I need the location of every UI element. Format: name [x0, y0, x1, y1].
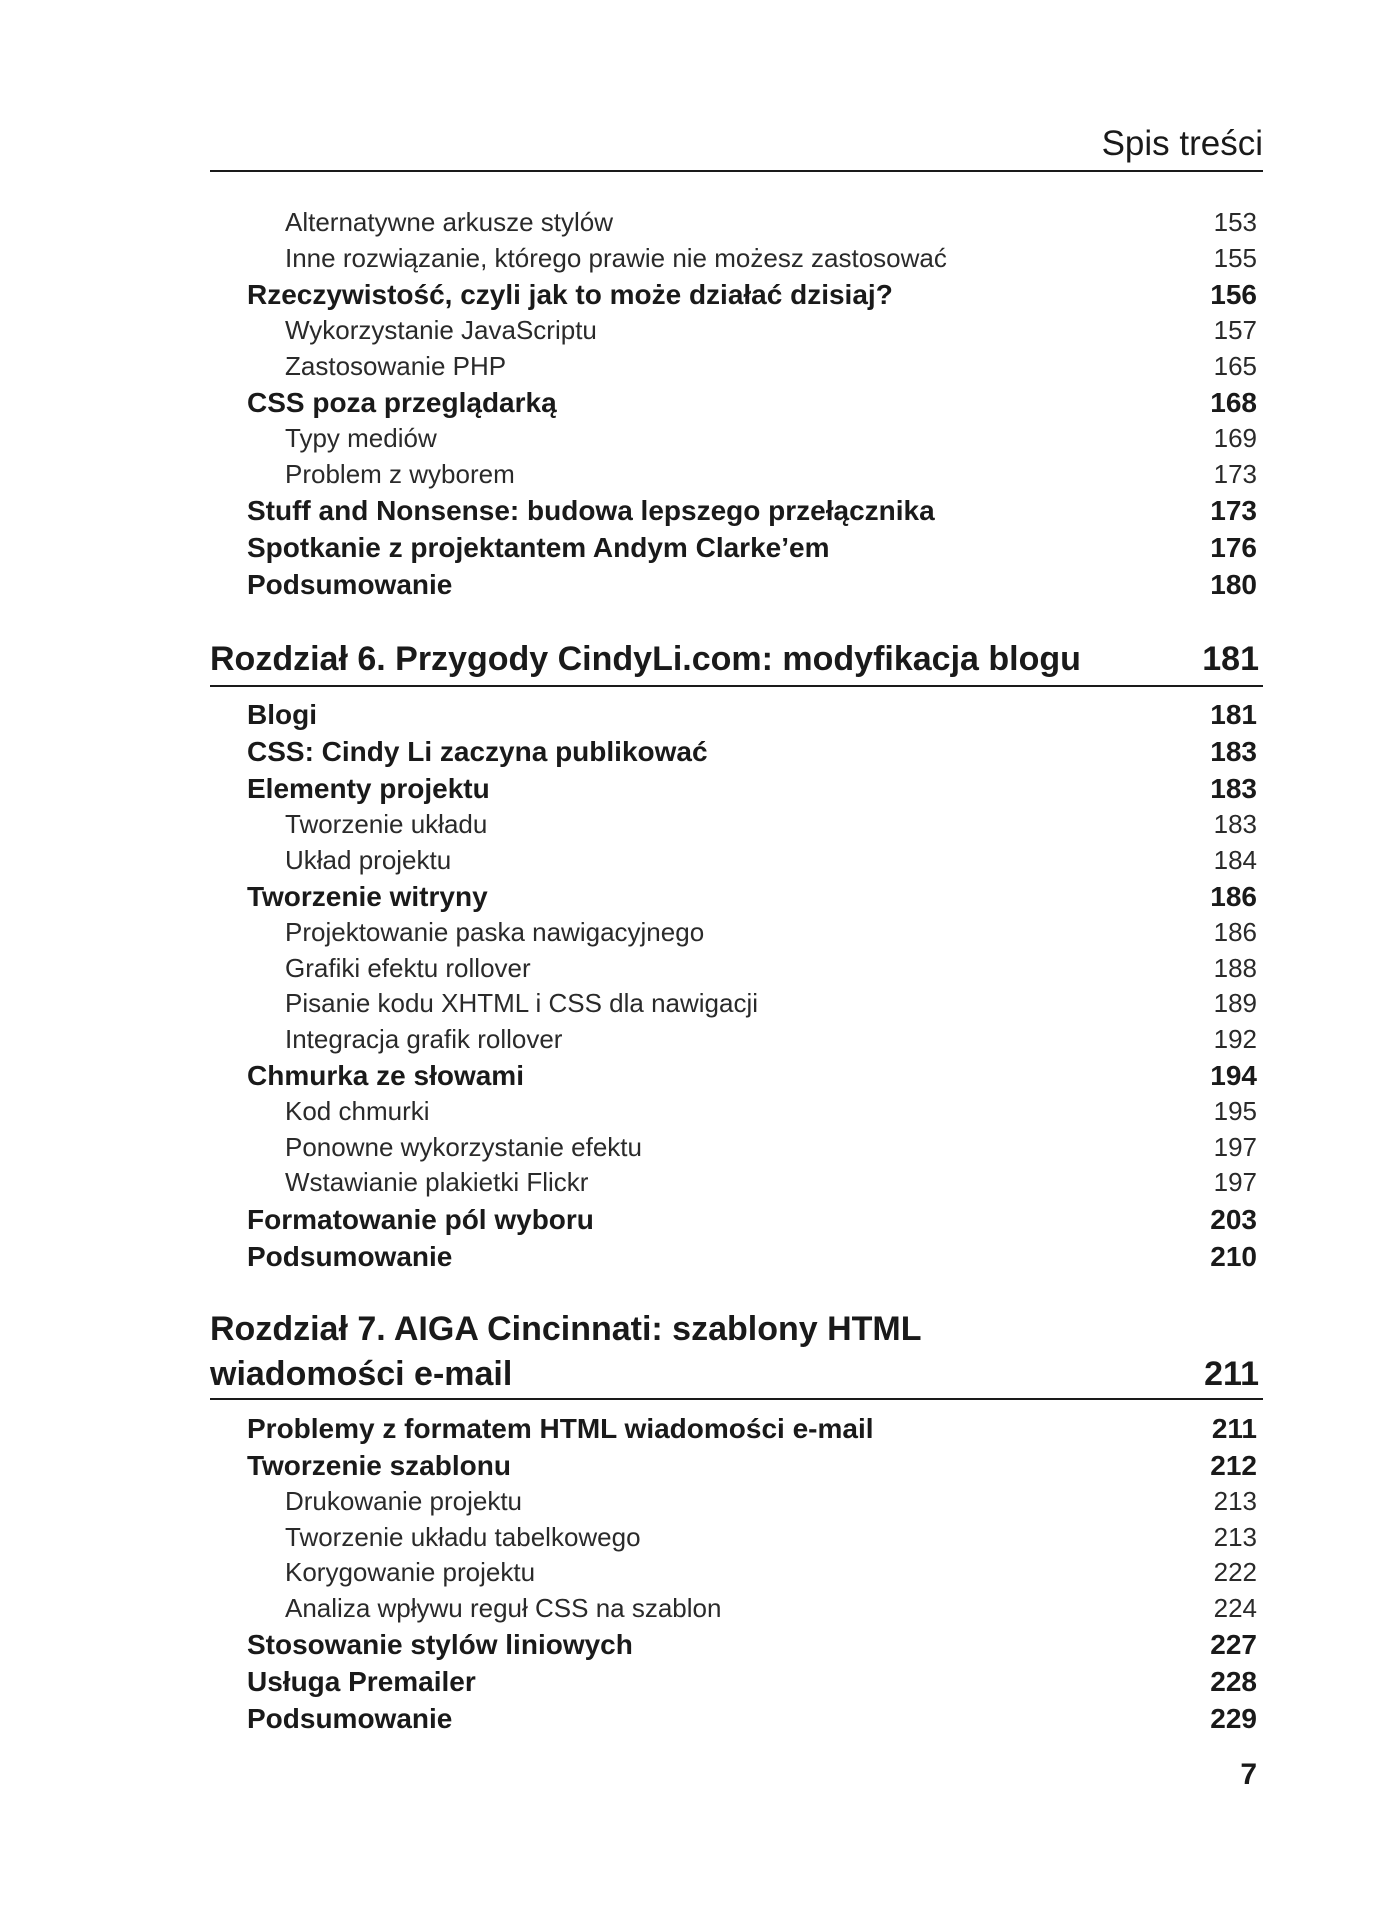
entry-title: Drukowanie projektu [285, 1486, 523, 1516]
entry-page-number: 153 [1213, 207, 1257, 237]
toc-subsection-entry [210, 457, 1263, 493]
chapter-title-line-1: Rozdział 7. AIGA Cincinnati: szablony HTML [210, 1310, 922, 1348]
chapter-title-line-2: wiadomości e-mail [210, 1355, 513, 1393]
entry-title: Usługa Premailer [247, 1666, 476, 1697]
toc-subsection-entry [210, 421, 1263, 457]
entry-title: Formatowanie pól wyboru [247, 1203, 594, 1235]
toc-section-entry [210, 529, 1263, 566]
entry-title: Ponowne wykorzystanie efektu [285, 1131, 642, 1162]
toc-section-entry [210, 696, 1263, 733]
toc-subsection-entry [210, 1130, 1263, 1166]
entry-title: Analiza wpływu reguł CSS na szablon [285, 1592, 722, 1623]
entry-page-number: 176 [1210, 532, 1257, 563]
page-folio: 7 [1240, 1758, 1257, 1791]
entry-page-number: 183 [1213, 809, 1257, 839]
entry-page-number: 186 [1210, 881, 1257, 912]
entry-title: Chmurka ze słowami [247, 1060, 524, 1091]
entry-title: Spotkanie z projektantem Andym Clarke’em [247, 532, 830, 563]
toc-subsection-entry [210, 313, 1263, 349]
entry-title: Tworzenie szablonu [247, 1450, 511, 1481]
chapter-heading-6 [210, 637, 1263, 687]
toc-section-entry [210, 1447, 1263, 1484]
entry-title: Wykorzystanie JavaScriptu [285, 315, 597, 345]
entry-page-number: 165 [1213, 350, 1257, 381]
entry-title: Wstawianie plakietki Flickr [285, 1167, 589, 1197]
entry-page-number: 203 [1210, 1203, 1257, 1235]
toc-subsection-entry [210, 951, 1263, 987]
entry-title: Grafiki efektu rollover [285, 952, 531, 983]
entry-page-number: 210 [1210, 1240, 1257, 1272]
entry-title: Typy mediów [285, 423, 437, 453]
entry-title: Inne rozwiązanie, którego prawie nie możesz zastosować [285, 242, 947, 273]
toc-section-entry [210, 878, 1263, 915]
entry-title: Tworzenie układu tabelkowego [285, 1521, 641, 1552]
chapter-page-number: 181 [1202, 640, 1259, 678]
entry-title: Kod chmurki [285, 1096, 430, 1126]
toc-section-entry [210, 384, 1263, 421]
entry-page-number: 186 [1213, 917, 1257, 947]
entry-title: Alternatywne arkusze stylów [285, 207, 614, 237]
toc-subsection-entry [210, 205, 1263, 241]
entry-page-number: 157 [1213, 315, 1257, 345]
entry-page-number: 184 [1213, 844, 1257, 875]
entry-page-number: 222 [1213, 1557, 1257, 1587]
toc-section-entry [210, 1057, 1263, 1094]
entry-title: Rzeczywistość, czyli jak to może działać dzisiaj? [247, 279, 893, 310]
toc-subsection-entry [210, 807, 1263, 843]
toc-subsection-entry [210, 1094, 1263, 1130]
entry-page-number: 197 [1213, 1131, 1257, 1162]
entry-title: Blogi [247, 699, 317, 730]
entry-title: CSS: Cindy Li zaczyna publikować [247, 736, 708, 767]
running-head: Spis treści [210, 124, 1263, 172]
entry-title: Korygowanie projektu [285, 1557, 536, 1587]
toc-section-entry [210, 770, 1263, 807]
toc-subsection-entry [210, 1520, 1263, 1556]
toc-section-entry [210, 1700, 1263, 1737]
entry-page-number: 189 [1213, 988, 1257, 1018]
toc-subsection-entry [210, 1484, 1263, 1520]
entry-page-number: 212 [1210, 1450, 1257, 1481]
toc-subsection-entry [210, 1022, 1263, 1058]
toc-section-entry [210, 1410, 1263, 1447]
chapter-heading-7 [210, 1307, 1263, 1400]
chapter-page-number: 211 [1204, 1355, 1259, 1393]
entry-page-number: 224 [1213, 1592, 1257, 1623]
toc-subsection-entry [210, 1591, 1263, 1627]
entry-page-number: 169 [1213, 423, 1257, 453]
entry-title: Elementy projektu [247, 773, 490, 804]
entry-page-number: 213 [1213, 1486, 1257, 1516]
entry-page-number: 180 [1210, 569, 1257, 600]
entry-title: Układ projektu [285, 844, 452, 875]
toc-section-entry [210, 733, 1263, 770]
entry-page-number: 156 [1210, 279, 1257, 310]
toc-section-entry [210, 1663, 1263, 1700]
entry-page-number: 211 [1211, 1413, 1257, 1444]
entry-title: Tworzenie witryny [247, 881, 488, 912]
entry-page-number: 155 [1213, 242, 1257, 273]
entry-title: Projektowanie paska nawigacyjnego [285, 917, 705, 947]
entry-page-number: 168 [1210, 387, 1257, 418]
entry-title: Stosowanie stylów liniowych [247, 1629, 633, 1660]
entry-page-number: 181 [1210, 699, 1257, 730]
entry-title: Tworzenie układu [285, 809, 488, 839]
toc-section-b [210, 696, 1263, 1275]
entry-page-number: 228 [1210, 1666, 1257, 1697]
entry-title: Problem z wyborem [285, 458, 515, 489]
toc-subsection-entry [210, 986, 1263, 1022]
entry-page-number: 229 [1210, 1703, 1257, 1734]
entry-title: Podsumowanie [247, 1240, 453, 1272]
toc-section-entry [210, 1201, 1263, 1238]
toc-subsection-entry [210, 349, 1263, 385]
toc-section-c [210, 1410, 1263, 1737]
entry-title: Podsumowanie [247, 1703, 453, 1734]
toc-subsection-entry [210, 1165, 1263, 1201]
entry-title: Stuff and Nonsense: budowa lepszego przełącznika [247, 495, 935, 526]
entry-page-number: 194 [1210, 1060, 1257, 1091]
toc-subsection-entry [210, 241, 1263, 277]
entry-title: Podsumowanie [247, 569, 453, 600]
toc-section-entry [210, 492, 1263, 529]
entry-page-number: 173 [1210, 495, 1257, 526]
chapter-title: Rozdział 6. Przygody CindyLi.com: modyfikacja blogu [210, 640, 1081, 678]
toc-page [210, 0, 1263, 1929]
toc-section-entry [210, 1238, 1263, 1275]
toc-section-entry [210, 1626, 1263, 1663]
entry-page-number: 183 [1210, 736, 1257, 767]
entry-title: Integracja grafik rollover [285, 1023, 563, 1054]
entry-title: Zastosowanie PHP [285, 350, 507, 381]
entry-title: CSS poza przeglądarką [247, 387, 557, 418]
entry-page-number: 173 [1213, 458, 1257, 489]
toc-subsection-entry [210, 915, 1263, 951]
entry-title: Problemy z formatem HTML wiadomości e-mail [247, 1413, 874, 1444]
toc-subsection-entry [210, 1555, 1263, 1591]
entry-page-number: 197 [1213, 1167, 1257, 1197]
entry-page-number: 195 [1213, 1096, 1257, 1126]
entry-page-number: 188 [1213, 952, 1257, 983]
entry-page-number: 192 [1213, 1023, 1257, 1054]
entry-page-number: 227 [1210, 1629, 1257, 1660]
toc-section-entry [210, 276, 1263, 313]
entry-title: Pisanie kodu XHTML i CSS dla nawigacji [285, 988, 759, 1018]
toc-section-a [210, 205, 1263, 603]
toc-subsection-entry [210, 843, 1263, 879]
entry-page-number: 213 [1213, 1521, 1257, 1552]
entry-page-number: 183 [1210, 773, 1257, 804]
toc-section-entry [210, 566, 1263, 603]
